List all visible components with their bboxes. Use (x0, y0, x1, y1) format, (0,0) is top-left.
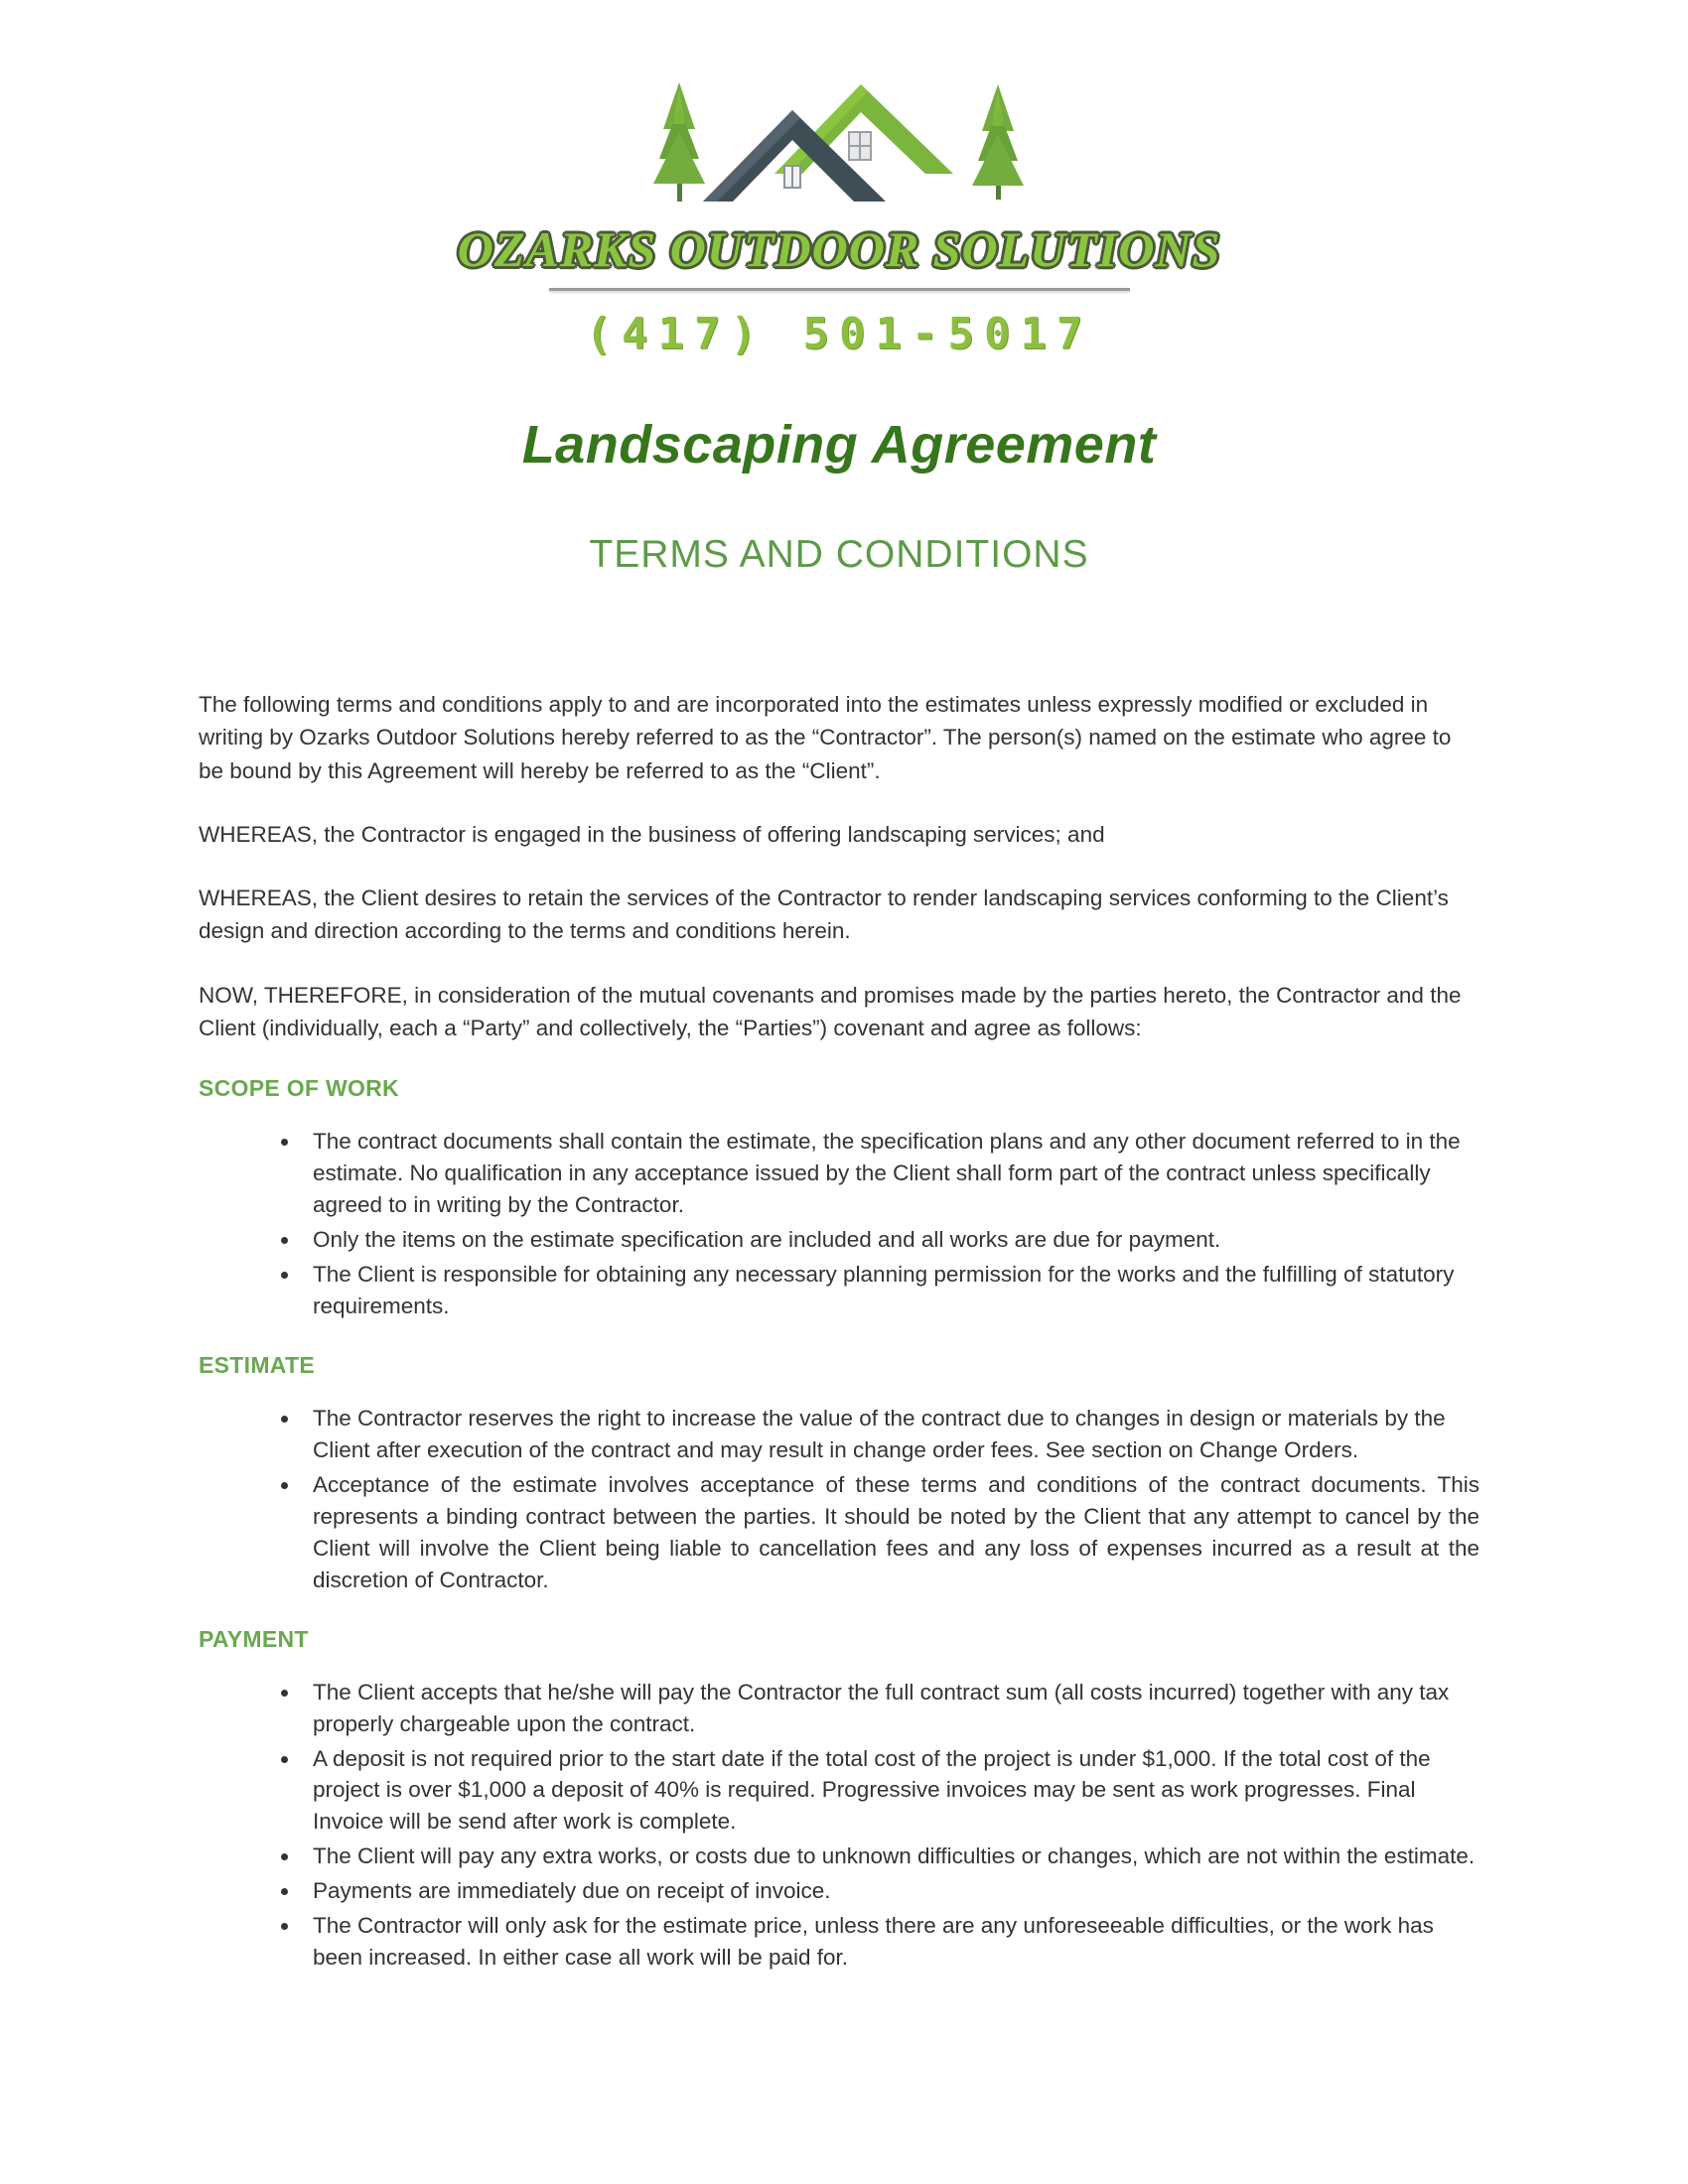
document-body (199, 688, 1479, 1974)
section-heading-scope-of-work: SCOPE OF WORK (199, 1075, 399, 1102)
estimate-list (199, 1403, 1479, 1596)
intro-paragraph-3: WHEREAS, the Client desires to retain the services of the Contractor to render landscaping services conforming to the Client’s design and direction according to the terms and conditions herein. (199, 886, 1449, 944)
logo-company-name: OZARKS OUTDOOR SOLUTIONS (457, 221, 1221, 277)
bullet-item: • Payments are immediately due on receipt of invoice. (301, 1875, 1479, 1907)
bullet-item: • The Client accepts that he/she will pay the Contractor the full contract sum (all costs incurred) together with any tax properly chargeable upon the contract. (301, 1677, 1479, 1740)
house-trees-logo-icon (626, 55, 1053, 228)
document-subtitle: TERMS AND CONDITIONS (589, 533, 1089, 576)
intro-paragraph-1: The following terms and conditions apply to and are incorporated into the estimates unless expressly modified or excluded in writing by Ozarks Outdoor Solutions hereby referred to as the “Contractor”. The person(s) named on the estimate who agree to be bound by this Agreement will hereby be referred to as the “Client”. (199, 692, 1452, 783)
bullet-item: • The Contractor reserves the right to increase the value of the contract due to changes in design or materials by the Client after execution of the contract and may result in change order fees. See section on Change Orders. (301, 1403, 1479, 1466)
intro-paragraph-4: NOW, THEREFORE, in consideration of the mutual covenants and promises made by the parties hereto, the Contractor and the Client (individually, each a “Party” and collectively, the “Parties”) covenant and agree as follows: (199, 982, 1462, 1041)
bullet-item: • Acceptance of the estimate involves acceptance of these terms and conditions of the contract documents. This represents a binding contract between the parties. It should be noted by the Client that any attempt to cancel by the Client will involve the Client being liable to cancellation fees and any loss of expenses incurred as a result at the discretion of Contractor. (301, 1469, 1479, 1596)
logo-divider (549, 288, 1130, 291)
logo (199, 55, 1479, 359)
bullet-item: • Only the items on the estimate specification are included and all works are due for payment. (301, 1224, 1479, 1256)
logo-phone-number: (417) 501-5017 (585, 309, 1093, 359)
bullet-item: • The Contractor will only ask for the estimate price, unless there are any unforeseeable difficulties, or the work has been increased. In either case all work will be paid for. (301, 1910, 1479, 1974)
bullet-item: • The Client will pay any extra works, or costs due to unknown difficulties or changes, which are not within the estimate. (301, 1841, 1479, 1872)
section-heading-estimate: ESTIMATE (199, 1352, 315, 1378)
left-tree-icon (653, 82, 705, 202)
bullet-item: • A deposit is not required prior to the start date if the total cost of the project is under $1,000. If the total cost of the project is over $1,000 a deposit of 40% is required. Progressive invoices may be sent as work progresses. Final Invoice will be send after work is complete. (301, 1743, 1479, 1839)
bullet-item: • The contract documents shall contain the estimate, the specification plans and any other document referred to in the estimate. No qualification in any acceptance issued by the Client shall form part of the contract unless specifically agreed to in writing by the Contractor. (301, 1126, 1479, 1221)
section-heading-payment: PAYMENT (199, 1625, 309, 1652)
right-tree-icon (972, 84, 1024, 200)
payment-list (199, 1677, 1479, 1974)
bullet-item: • The Client is responsible for obtaining any necessary planning permission for the works and the fulfilling of statutory requirements. (301, 1259, 1479, 1322)
scope-of-work-list (199, 1126, 1479, 1322)
document-title: Landscaping Agreement (521, 415, 1157, 475)
intro-paragraph-2: WHEREAS, the Contractor is engaged in the business of offering landscaping services; and (199, 821, 1105, 847)
